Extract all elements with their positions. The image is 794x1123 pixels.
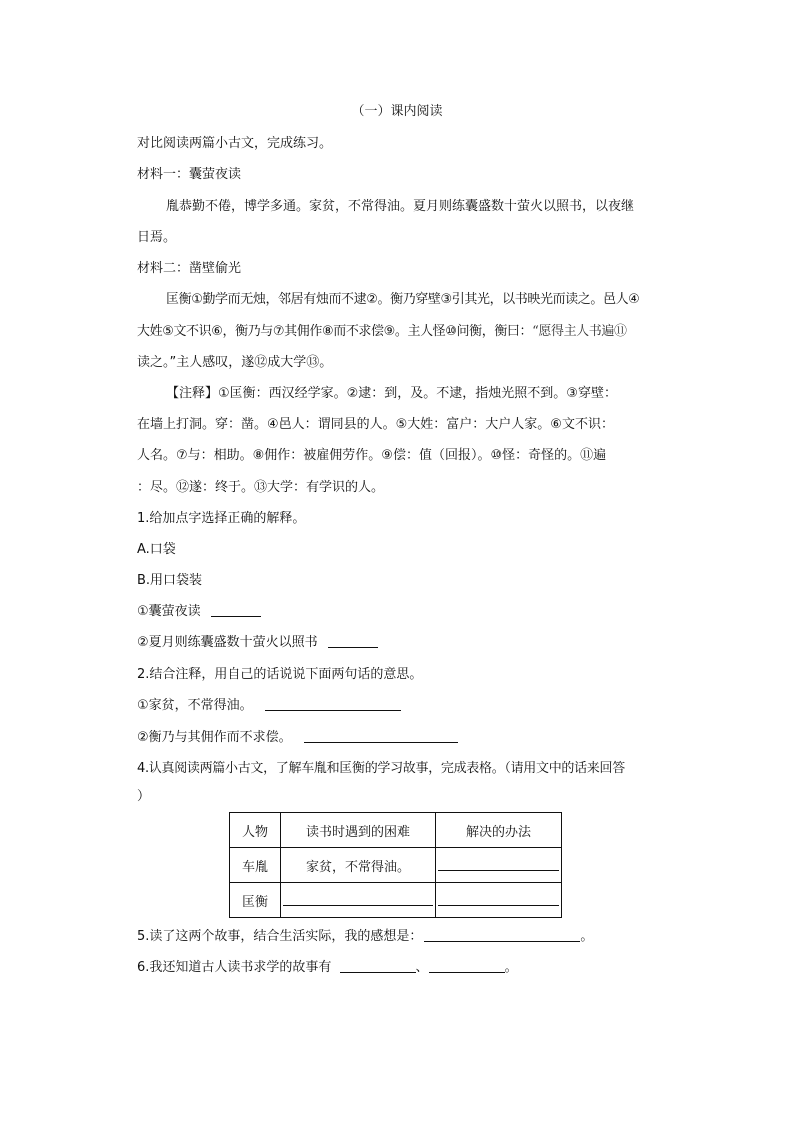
notes-line: 人名。⑦与：相助。⑧佣作：被雇佣劳作。⑨偿：值（回报）。⑩怪：奇怪的。⑪遍 [137, 448, 607, 463]
table-cell-solution[interactable] [436, 883, 562, 918]
question6 [137, 958, 518, 978]
answer-blank[interactable] [304, 728, 458, 743]
answer-blank[interactable] [328, 633, 378, 648]
question1-item [137, 633, 378, 653]
question1-item-text: ②夏月则练囊盛数十萤火以照书 [137, 635, 318, 650]
section-title: （一）课内阅读 [351, 104, 443, 119]
answer-blank[interactable] [283, 891, 433, 906]
material2-text-line: 匡衡①勤学而无烛，邻居有烛而不逮②。衡乃穿壁③引其光，以书映光而读之。邑人④ [166, 292, 640, 307]
answer-blank[interactable] [424, 927, 580, 942]
material2-text-segment: 大姓⑤文不识⑥，衡乃与⑦其佣作⑧而不求偿⑨。主人怪⑩问衡，衡曰： [137, 324, 533, 339]
table-cell-person: 匡衡 [230, 883, 281, 918]
table-cell-solution[interactable] [436, 848, 562, 883]
table-header-row [230, 813, 562, 848]
answer-blank[interactable] [340, 958, 416, 973]
answer-blank[interactable] [429, 958, 505, 973]
answer-blank[interactable] [438, 856, 559, 871]
material2-heading: 材料二：凿壁偷光 [137, 261, 242, 276]
question2-item [137, 728, 458, 748]
answer-blank[interactable] [211, 602, 261, 617]
question5-end: 。 [580, 929, 594, 944]
notes-line: ：尽。⑫遂：终于。⑬大学：有学识的人。 [137, 480, 385, 495]
table-cell-person: 车胤 [230, 848, 281, 883]
question1-stem: 1.给加点字选择正确的解释。 [137, 511, 306, 526]
question6-separator: 、 [415, 960, 429, 975]
question4-stem: 4.认真阅读两篇小古文，了解车胤和匡衡的学习故事，完成表格。（请用文中的话来回答 [137, 761, 625, 776]
table-row [230, 848, 562, 883]
question2-item-text: ①家贫，不常得油。 [137, 698, 253, 713]
question1-option-b: B.用口袋装 [137, 573, 203, 588]
notes-line: 在墙上打洞。穿：凿。④邑人：谓同县的人。⑤大姓：富户：大户人家。⑥文不识： [137, 417, 614, 432]
question2-item-text: ②衡乃与其佣作而不求偿。 [137, 730, 292, 745]
question1-option-a: A.口袋 [137, 542, 176, 557]
question4-stem-end: ） [137, 789, 151, 804]
question2-stem: 2.结合注释，用自己的话说说下面两句话的意思。 [137, 667, 423, 682]
material2-text-line [137, 322, 627, 342]
question1-item-text: ①囊萤夜读 [137, 604, 201, 619]
question6-end: 。 [504, 960, 518, 975]
notes-line: 【注释】①匡衡：西汉经学家。②逮：到，及。不逮，指烛光照不到。③穿壁： [166, 386, 617, 401]
table-cell-difficulty[interactable] [281, 883, 436, 918]
question4-table [229, 812, 562, 918]
material2-quote-segment: “愿得主人书遍⑪ [532, 324, 627, 339]
question2-item [137, 696, 401, 716]
answer-blank[interactable] [438, 891, 559, 906]
material2-text-line: 读之。”主人感叹，遂⑫成大学⑬。 [137, 355, 333, 370]
material1-heading: 材料一：囊萤夜读 [137, 167, 242, 182]
material1-text-line: 胤恭勤不倦，博学多通。家贫，不常得油。夏月则练囊盛数十萤火以照书，以夜继 [166, 199, 635, 214]
table-row [230, 883, 562, 918]
table-header-cell: 人物 [230, 813, 281, 848]
table-header-cell: 读书时遇到的困难 [281, 813, 436, 848]
table-header-cell: 解决的办法 [436, 813, 562, 848]
question5 [137, 927, 593, 947]
material1-text-line: 日焉。 [137, 230, 177, 245]
question6-stem: 6.我还知道古人读书求学的故事有 [137, 960, 332, 975]
question1-item [137, 602, 261, 622]
table-cell-difficulty: 家贫，不常得油。 [281, 848, 436, 883]
instruction-text: 对比阅读两篇小古文，完成练习。 [137, 136, 333, 151]
question5-stem: 5.读了这两个故事，结合生活实际，我的感想是： [137, 929, 423, 944]
answer-blank[interactable] [265, 696, 401, 711]
